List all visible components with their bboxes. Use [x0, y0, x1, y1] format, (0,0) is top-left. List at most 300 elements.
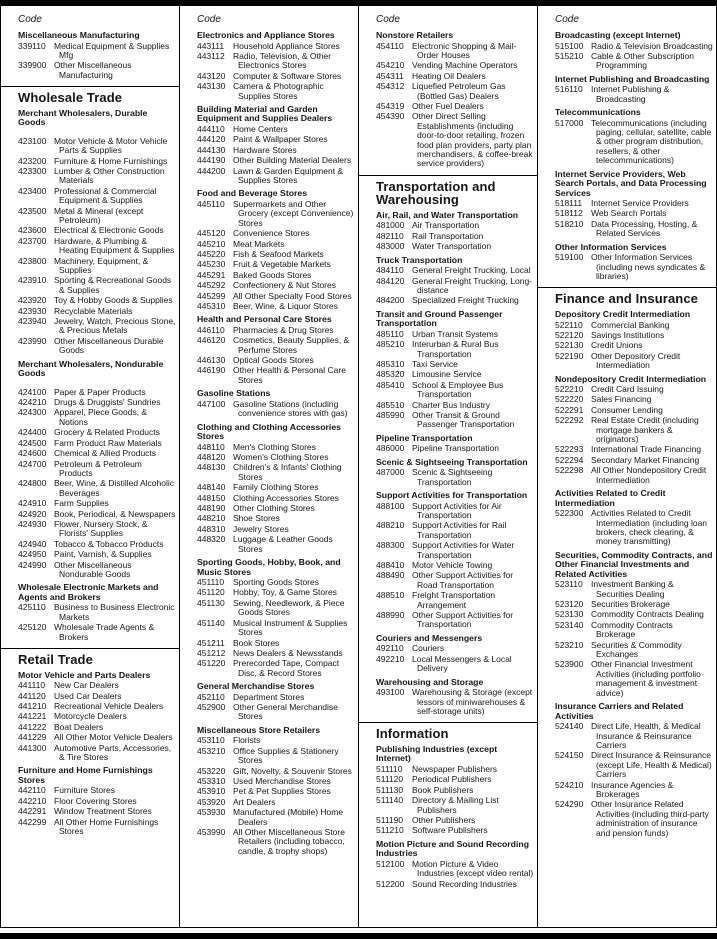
code-entry — [197, 747, 355, 766]
activity-code: 454390 — [376, 111, 405, 122]
activity-code: 453920 — [197, 796, 226, 807]
code-entry — [376, 688, 534, 716]
activity-code: 487000 — [376, 467, 405, 478]
activity-description: Beer, Wine, & Liquor Stores — [233, 300, 338, 311]
section-subheading: Warehousing and Storage — [376, 676, 484, 687]
activity-description: Lumber & Other Construction Materials — [54, 165, 165, 186]
code-entry — [18, 42, 176, 61]
activity-description: Fish & Seafood Markets — [233, 248, 324, 259]
code-entry — [197, 798, 355, 807]
code-entry — [197, 659, 355, 678]
code-entry — [555, 610, 713, 619]
activity-description: Vending Machine Operators — [412, 60, 518, 71]
activity-description: Fruit & Vegetable Markets — [233, 259, 331, 270]
activity-code: 448110 — [197, 441, 225, 452]
activity-description: Insurance Agencies & Brokerages — [591, 779, 674, 799]
activity-description: Radio & Television Broadcasting — [591, 40, 713, 51]
activity-description: Recyclable Materials — [54, 305, 133, 316]
activity-code: 522298 — [555, 465, 584, 476]
activity-description: Other Publishers — [412, 814, 476, 825]
activity-code: 485110 — [376, 328, 404, 339]
activity-code: 518210 — [555, 218, 584, 229]
code-entry — [555, 600, 713, 609]
column-4 — [538, 6, 716, 927]
code-entry — [555, 781, 713, 800]
activity-description: Household Appliance Stores — [233, 40, 340, 51]
activity-description: Direct Insurance & Reinsurance (except Life, Health & Medical) Carriers — [591, 750, 712, 780]
activity-code: 524140 — [555, 721, 584, 732]
activity-description: Motor Vehicle Towing — [412, 560, 493, 571]
activity-code: 522294 — [555, 454, 584, 465]
activity-code: 454311 — [376, 70, 404, 81]
activity-code: 453930 — [197, 807, 226, 818]
code-entry — [376, 330, 534, 339]
activity-code: 424400 — [18, 427, 47, 438]
activity-description: Machinery, Equipment, & Supplies — [54, 255, 149, 275]
activity-code: 522210 — [555, 384, 584, 395]
activity-description: Meat Markets — [233, 238, 285, 249]
code-entry — [197, 260, 355, 269]
code-entry — [197, 703, 355, 722]
activity-description: Shoe Stores — [233, 513, 280, 524]
code-entry — [197, 200, 355, 228]
code-entry — [197, 483, 355, 492]
code-entry — [376, 411, 534, 430]
activity-code: 522293 — [555, 444, 584, 455]
code-entry — [197, 588, 355, 597]
activity-description: Florists — [233, 735, 261, 746]
activity-code: 443111 — [197, 40, 225, 51]
code-entry — [18, 137, 176, 156]
code-entry — [555, 385, 713, 394]
activity-description: Internet Publishing & Broadcasting — [591, 84, 670, 104]
activity-code: 445292 — [197, 280, 226, 291]
activity-description: Real Estate Credit (including mortgage bankers & originators) — [591, 415, 699, 445]
activity-description: Cable & Other Subscription Programming — [591, 50, 694, 71]
activity-code: 515210 — [555, 50, 584, 61]
activity-code: 518111 — [555, 198, 583, 209]
code-entry — [197, 649, 355, 658]
activity-code: 511140 — [376, 795, 404, 806]
activity-code: 448320 — [197, 534, 226, 545]
code-entry — [18, 681, 176, 690]
activity-code: 425120 — [18, 622, 47, 633]
activity-code: 481000 — [376, 220, 405, 231]
code-entry — [18, 786, 176, 795]
code-entry — [555, 416, 713, 444]
code-entry — [197, 125, 355, 134]
activity-description: Interurban & Rural Bus Transportation — [412, 339, 499, 359]
code-entry — [555, 395, 713, 404]
code-entry — [376, 242, 534, 251]
section-subheading: Publishing Industries (except Internet) — [376, 743, 498, 764]
activity-code: 451212 — [197, 647, 226, 658]
activity-code: 522110 — [555, 319, 583, 330]
activity-code: 512200 — [376, 878, 405, 889]
section-subheading: Furniture and Home Furnishings Stores — [18, 765, 153, 785]
code-entry — [555, 445, 713, 454]
activity-code: 423100 — [18, 135, 47, 146]
code-entry — [376, 340, 534, 359]
activity-description: Commodity Contracts Brokerage — [591, 619, 673, 640]
activity-description: Electronic Shopping & Mail-Order Houses — [412, 40, 517, 60]
section-divider — [1, 86, 179, 87]
code-entry — [197, 42, 355, 51]
activity-description: Water Transportation — [412, 241, 492, 252]
activity-code: 522300 — [555, 508, 584, 519]
activity-code: 524210 — [555, 779, 584, 790]
activity-code: 512100 — [376, 858, 405, 869]
activity-code: 423700 — [18, 235, 47, 246]
activity-description: Gift, Novelty, & Souvenir Stores — [233, 765, 352, 776]
activity-code: 423300 — [18, 165, 47, 176]
code-entry — [18, 296, 176, 305]
activity-code: 522120 — [555, 329, 584, 340]
activity-description: Air Transportation — [412, 220, 480, 231]
section-subheading: Clothing and Clothing Accessories Stores — [197, 421, 342, 442]
activity-code: 442110 — [18, 785, 46, 796]
code-entry — [197, 156, 355, 165]
activity-description: Internet Service Providers — [591, 198, 689, 209]
activity-code: 423400 — [18, 185, 47, 196]
activity-code: 445291 — [197, 269, 226, 280]
activity-description: Grocery & Related Products — [54, 427, 160, 438]
section-subheading: Insurance Carriers and Related Activities — [555, 701, 684, 721]
code-entry — [376, 826, 534, 835]
activity-code: 446190 — [197, 365, 226, 376]
activity-code: 518112 — [555, 208, 583, 219]
code-entry — [197, 639, 355, 648]
activity-description: Art Dealers — [233, 796, 276, 807]
activity-description: Sales Financing — [591, 394, 652, 405]
section-subheading: Broadcasting (except Internet) — [555, 30, 681, 40]
section-subheading: Activities Related to Credit Intermediation — [555, 488, 666, 508]
activity-description: Wholesale Trade Agents & Brokers — [54, 622, 155, 642]
activity-description: Toy & Hobby Goods & Supplies — [54, 295, 173, 306]
activity-description: Furniture Stores — [54, 785, 115, 796]
activity-code: 423930 — [18, 305, 47, 316]
activity-code: 424940 — [18, 538, 47, 549]
activity-description: Specialized Freight Trucking — [412, 295, 519, 306]
activity-description: Directory & Mailing List Publishers — [412, 795, 499, 815]
activity-description: Pet & Pet Supplies Stores — [233, 786, 331, 797]
activity-description: Men's Clothing Stores — [233, 441, 316, 452]
code-entry — [376, 502, 534, 521]
code-entry — [376, 360, 534, 369]
activity-description: Hobby, Toy, & Game Stores — [233, 587, 337, 598]
activity-code: 448190 — [197, 503, 226, 514]
major-section-heading: Retail Trade — [18, 652, 93, 667]
activity-description: Luggage & Leather Goods Stores — [233, 534, 333, 554]
activity-code: 516110 — [555, 84, 583, 95]
code-entry — [18, 449, 176, 458]
code-entry — [197, 443, 355, 452]
code-entry — [376, 591, 534, 610]
activity-description: Support Activities for Air Transportation — [412, 500, 502, 520]
activity-description: Other Health & Personal Care Stores — [233, 365, 346, 385]
code-entry — [197, 250, 355, 259]
activity-code: 522220 — [555, 394, 584, 405]
activity-code: 511190 — [376, 814, 404, 825]
activity-code: 448130 — [197, 462, 226, 473]
code-entry — [376, 444, 534, 453]
activity-description: Recreational Vehicle Dealers — [54, 700, 164, 711]
activity-code: 448210 — [197, 513, 226, 524]
activity-description: Women's Clothing Stores — [233, 452, 329, 462]
code-entry — [197, 578, 355, 587]
activity-description: Rail Transportation — [412, 230, 484, 241]
code-entry — [376, 561, 534, 570]
activity-code: 423800 — [18, 255, 47, 266]
activity-description: Support Activities for Water Transportation — [412, 540, 515, 560]
section-subheading: Nondepository Credit Intermediation — [555, 373, 707, 384]
activity-code: 444200 — [197, 165, 226, 176]
section-subheading: Other Information Services — [555, 241, 667, 252]
activity-code: 441229 — [18, 732, 47, 743]
code-entry — [18, 428, 176, 437]
activity-code: 485320 — [376, 369, 405, 380]
code-entry — [18, 733, 176, 742]
activity-code: 423910 — [18, 275, 47, 286]
code-entry — [197, 693, 355, 702]
activity-description: Sporting & Recreational Goods & Supplies — [54, 275, 172, 295]
activity-code: 484200 — [376, 295, 405, 306]
code-entry — [376, 277, 534, 296]
code-entry — [376, 860, 534, 879]
code-column-header: Code — [555, 14, 579, 25]
code-entry — [555, 119, 713, 166]
code-entry — [555, 800, 713, 838]
code-entry — [18, 499, 176, 508]
code-entry — [555, 456, 713, 465]
activity-description: Hardware Stores — [233, 144, 297, 155]
code-entry — [18, 623, 176, 642]
code-entry — [197, 494, 355, 503]
activity-code: 444110 — [197, 123, 225, 134]
code-entry — [197, 828, 355, 856]
activity-description: Other Clothing Stores — [233, 503, 315, 514]
activity-code: 448140 — [197, 482, 226, 493]
section-subheading: Nonstore Retailers — [376, 30, 454, 40]
activity-description: Prerecorded Tape, Compact Disc, & Record Stores — [233, 658, 340, 678]
activity-code: 339110 — [18, 40, 46, 51]
code-entry — [18, 276, 176, 295]
bottom-border-bar — [0, 933, 717, 939]
activity-description: All Other Nondepository Credit Intermediation — [591, 465, 707, 485]
activity-code: 511110 — [376, 763, 403, 774]
section-subheading: Support Activities for Transportation — [376, 490, 528, 501]
activity-code: 488490 — [376, 570, 405, 581]
section-subheading: Sporting Goods, Hobby, Book, and Music Stores — [197, 557, 341, 577]
activity-description: Other Financial Investment Activities (including portfolio management & investment advice) — [591, 659, 701, 698]
activity-description: Other Miscellaneous Durable Goods — [54, 335, 164, 356]
activity-description: Farm Product Raw Materials — [54, 437, 162, 448]
section-subheading: Merchant Wholesalers, Nondurable Goods — [18, 358, 164, 379]
major-section-heading: Finance and Insurance — [555, 291, 698, 307]
activity-description: Securities Brokerage — [591, 599, 670, 610]
activity-description: New Car Dealers — [54, 680, 119, 691]
activity-code: 424800 — [18, 478, 47, 489]
activity-description: Electrical & Electronic Goods — [54, 225, 164, 236]
activity-description: Medical Equipment & Supplies Mfg — [54, 40, 170, 60]
activity-code: 488210 — [376, 520, 405, 531]
activity-description: Support Activities for Rail Transportation — [412, 520, 507, 540]
code-entry — [376, 786, 534, 795]
code-entry — [555, 331, 713, 340]
code-entry — [18, 207, 176, 226]
code-entry — [197, 599, 355, 618]
activity-description: School & Employee Bus Transportation — [412, 379, 504, 400]
activity-description: Book Stores — [233, 637, 280, 648]
code-entry — [197, 82, 355, 101]
activity-description: Motor Vehicle & Motor Vehicle Parts & Supplies — [54, 135, 168, 156]
activity-code: 523130 — [555, 609, 584, 620]
code-entry — [18, 540, 176, 549]
activity-code: 486000 — [376, 443, 405, 454]
activity-description: Clothing Accessories Stores — [233, 492, 339, 503]
activity-description: Furniture & Home Furnishings — [54, 155, 168, 166]
activity-description: General Freight Trucking, Long-distance — [412, 275, 533, 295]
code-entry — [376, 72, 534, 81]
activity-code: 424920 — [18, 508, 47, 519]
activity-description: Flower, Nursery Stock, & Florists' Supplies — [54, 518, 148, 539]
code-entry — [197, 52, 355, 71]
activity-code: 488510 — [376, 590, 405, 601]
code-entry — [18, 157, 176, 166]
code-entry — [376, 655, 534, 674]
code-entry — [18, 702, 176, 711]
activity-description: Paint & Wallpaper Stores — [233, 134, 328, 145]
activity-code: 523110 — [555, 579, 583, 590]
section-subheading: Miscellaneous Store Retailers — [197, 724, 321, 735]
activity-code: 522130 — [555, 340, 584, 351]
activity-code: 485210 — [376, 339, 405, 350]
code-entry — [376, 468, 534, 487]
section-subheading: Scenic & Sightseeing Transportation — [376, 456, 528, 467]
activity-description: Motorcycle Dealers — [54, 711, 127, 722]
section-subheading: Motor Vehicle and Parts Dealers — [18, 669, 151, 680]
activity-description: Camera & Photographic Supplies Stores — [233, 81, 324, 101]
activity-description: Musical Instrument & Supplies Stores — [233, 617, 348, 638]
code-entry — [555, 209, 713, 218]
code-entry — [18, 797, 176, 806]
activity-description: Other Depository Credit Intermediation — [591, 350, 681, 371]
activity-code: 488410 — [376, 560, 405, 571]
activity-code: 442291 — [18, 806, 47, 817]
code-entry — [376, 296, 534, 305]
code-entry — [197, 292, 355, 301]
code-entry — [555, 722, 713, 750]
activity-description: Telecommunications (including paging, cellular, satellite, cable & other program distribution, resellers, & other telecommunications) — [591, 117, 712, 166]
activity-code: 517000 — [555, 117, 584, 128]
activity-description: Beer, Wine, & Distilled Alcoholic Beverages — [54, 478, 174, 498]
activity-description: Warehousing & Storage (except lessors of miniwarehouses & self-storage units) — [412, 687, 533, 716]
activity-description: Securities & Commodity Exchanges — [591, 639, 682, 660]
code-entry — [197, 356, 355, 365]
activity-description: Used Merchandise Stores — [233, 775, 331, 786]
major-section-heading: Wholesale Trade — [18, 90, 123, 106]
activity-description: General Freight Trucking, Local — [412, 265, 531, 276]
activity-description: Other Information Services (including news syndicates & libraries) — [591, 252, 706, 281]
activity-code: 451220 — [197, 658, 226, 669]
code-entry — [376, 611, 534, 630]
code-entry — [18, 520, 176, 539]
code-entry — [18, 603, 176, 622]
activity-description: News Dealers & Newsstands — [233, 647, 343, 658]
activity-description: Investment Banking & Securities Dealing — [591, 579, 674, 599]
code-entry — [18, 61, 176, 80]
activity-description: Local Messengers & Local Delivery — [412, 653, 512, 674]
section-subheading: Motion Picture and Sound Recording Industries — [376, 838, 529, 859]
activity-description: Secondary Market Financing — [591, 454, 700, 465]
activity-description: Paper & Paper Products — [54, 386, 146, 397]
code-entry — [197, 808, 355, 827]
major-section-heading: Information — [376, 726, 449, 742]
activity-code: 445110 — [197, 198, 225, 209]
code-entry — [18, 398, 176, 407]
activity-code: 424910 — [18, 498, 47, 509]
activity-code: 511130 — [376, 784, 404, 795]
code-entry — [555, 321, 713, 330]
activity-description: Business to Business Electronic Markets — [54, 602, 175, 622]
activity-code: 452900 — [197, 702, 226, 713]
activity-code: 447100 — [197, 398, 226, 409]
code-entry — [18, 408, 176, 427]
activity-code: 451110 — [197, 577, 225, 588]
code-entry — [18, 712, 176, 721]
activity-description: Credit Unions — [591, 340, 643, 351]
activity-description: Baked Goods Stores — [233, 269, 312, 280]
code-entry — [376, 370, 534, 379]
code-entry — [376, 381, 534, 400]
code-entry — [197, 619, 355, 638]
code-entry — [376, 266, 534, 275]
code-entry — [197, 302, 355, 311]
code-entry — [376, 571, 534, 590]
code-entry — [197, 336, 355, 355]
activity-code: 441222 — [18, 721, 47, 732]
activity-code: 485510 — [376, 399, 405, 410]
activity-code: 424100 — [18, 386, 47, 397]
activity-code: 453990 — [197, 827, 226, 837]
activity-description: Charter Bus Industry — [412, 399, 490, 410]
code-entry — [197, 504, 355, 513]
section-subheading: Food and Beverage Stores — [197, 188, 308, 199]
activity-code: 424500 — [18, 437, 47, 448]
activity-code: 424930 — [18, 518, 47, 529]
activity-code: 445299 — [197, 290, 226, 301]
code-entry — [376, 112, 534, 168]
section-subheading: Building Material and Garden Equipment and Supplies Dealers — [197, 103, 333, 124]
code-entry — [18, 187, 176, 206]
code-entry — [18, 807, 176, 816]
code-entry — [376, 644, 534, 653]
code-entry — [376, 61, 534, 70]
activity-description: Other Support Activities for Road Transportation — [412, 570, 514, 590]
activity-description: Jewelry, Watch, Precious Stone, & Precious Metals — [54, 316, 176, 336]
activity-code: 441120 — [18, 690, 46, 701]
activity-code: 423600 — [18, 225, 47, 236]
activity-code: 443112 — [197, 50, 225, 61]
activity-description: Commercial Banking — [591, 319, 670, 330]
code-entry — [197, 787, 355, 796]
section-subheading: Merchant Wholesalers, Durable Goods — [18, 107, 148, 128]
activity-description: Credit Card Issuing — [591, 384, 664, 395]
activity-code: 492110 — [376, 643, 404, 654]
activity-description: Drugs & Druggists' Sundries — [54, 397, 161, 408]
activity-code: 522291 — [555, 404, 584, 415]
activity-code: 424700 — [18, 458, 47, 469]
